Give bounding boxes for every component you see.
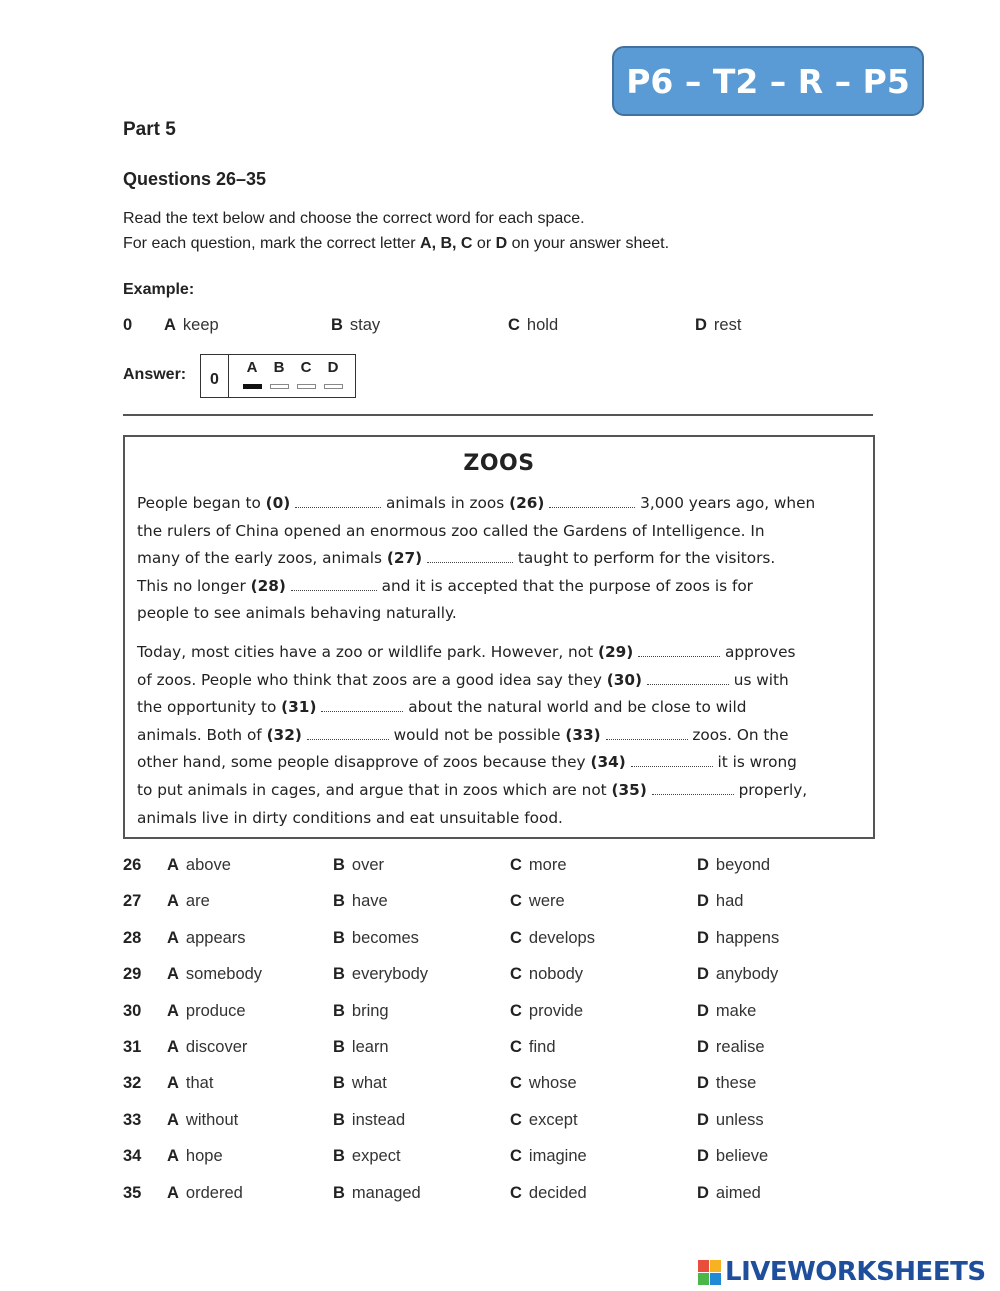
gap-35[interactable] xyxy=(652,781,734,795)
questions-range: Questions 26–35 xyxy=(123,169,267,189)
question-30-option-b[interactable]: B bring xyxy=(333,1001,389,1020)
answer-grid xyxy=(229,355,355,397)
question-28-option-d[interactable]: D happens xyxy=(697,928,780,947)
answer-mark-b xyxy=(270,384,289,389)
question-35-option-a[interactable]: A ordered xyxy=(167,1183,243,1202)
gap-26[interactable] xyxy=(549,494,635,508)
question-30-option-c[interactable]: C provide xyxy=(510,1001,584,1020)
passage-line: to put animals in cages, and argue that in zoos which are not (35) properly, xyxy=(137,780,808,799)
logo-cubes-icon xyxy=(698,1260,721,1285)
worksheet-code-badge: P6 – T2 – R – P5 xyxy=(612,46,924,116)
question-35-option-c[interactable]: C decided xyxy=(510,1183,587,1202)
question-33-option-a[interactable]: A without xyxy=(167,1110,239,1129)
question-number: 33 xyxy=(123,1110,142,1129)
example-option-a: A keep xyxy=(164,316,219,334)
question-27-option-a[interactable]: A are xyxy=(167,892,210,911)
question-number: 29 xyxy=(123,965,142,984)
question-row-34 xyxy=(123,1147,823,1171)
question-32-option-b[interactable]: B what xyxy=(333,1074,387,1093)
reading-passage-box xyxy=(123,435,875,839)
logo-cube xyxy=(710,1273,721,1285)
question-29-option-c[interactable]: C nobody xyxy=(510,965,584,984)
question-number: 28 xyxy=(123,928,142,947)
logo-cube xyxy=(698,1273,709,1285)
example-label: Example: xyxy=(123,281,195,298)
passage-line: the opportunity to (31) about the natural world and be close to wild xyxy=(137,698,747,717)
passage-line: the rulers of China opened an enormous zoo called the Gardens of Intelligence. In xyxy=(137,521,765,540)
question-29-option-a[interactable]: A somebody xyxy=(167,965,263,984)
question-row-32 xyxy=(123,1074,823,1098)
gap-33[interactable] xyxy=(606,726,688,740)
question-32-option-c[interactable]: C whose xyxy=(510,1074,577,1093)
instruction-line-1: Read the text below and choose the correct word for each space. xyxy=(123,210,585,227)
logo-cube xyxy=(710,1260,721,1272)
question-33-option-d[interactable]: D unless xyxy=(697,1110,764,1129)
question-row-30 xyxy=(123,1002,823,1026)
question-row-35 xyxy=(123,1184,823,1208)
gap-30[interactable] xyxy=(647,671,729,685)
passage-paragraph-2 xyxy=(137,639,861,832)
answer-letter-c: C xyxy=(300,359,312,376)
question-29-option-b[interactable]: B everybody xyxy=(333,965,429,984)
question-34-option-a[interactable]: A hope xyxy=(167,1147,223,1166)
question-26-option-a[interactable]: A above xyxy=(167,856,231,874)
passage-line: This no longer (28) and it is accepted that the purpose of zoos is for xyxy=(137,576,753,595)
question-26-option-c[interactable]: C more xyxy=(510,856,567,874)
answer-letter-a: A xyxy=(246,359,258,376)
question-34-option-c[interactable]: C imagine xyxy=(510,1147,587,1166)
question-row-31 xyxy=(123,1038,823,1062)
logo-cube xyxy=(698,1260,709,1272)
question-33-option-c[interactable]: C except xyxy=(510,1110,578,1129)
logo-wordmark: LIVEWORKSHEETS xyxy=(725,1257,986,1287)
example-option-d: D rest xyxy=(695,316,742,334)
instruction-line-2: For each question, mark the correct letter A, B, C or D on your answer sheet. xyxy=(123,235,670,252)
example-option-c: C hold xyxy=(508,316,559,334)
question-number: 30 xyxy=(123,1001,142,1020)
example-answer-box xyxy=(200,354,356,398)
passage-line: many of the early zoos, animals (27) taught to perform for the visitors. xyxy=(137,549,776,568)
part-title: Part 5 xyxy=(123,119,176,140)
question-27-option-b[interactable]: B have xyxy=(333,892,388,911)
question-number: 34 xyxy=(123,1147,142,1166)
liveworksheets-logo xyxy=(698,1257,986,1287)
passage-line: other hand, some people disapprove of zoos because they (34) it is wrong xyxy=(137,753,797,772)
question-31-option-b[interactable]: B learn xyxy=(333,1038,389,1056)
gap-32[interactable] xyxy=(307,726,389,740)
question-number: 35 xyxy=(123,1183,142,1202)
answer-number: 0 xyxy=(201,355,229,397)
question-28-option-a[interactable]: A appears xyxy=(167,928,246,947)
question-row-33 xyxy=(123,1111,823,1135)
answer-mark-a xyxy=(243,384,262,389)
passage-paragraph-1 xyxy=(137,490,861,628)
question-27-option-d[interactable]: D had xyxy=(697,892,744,911)
question-30-option-a[interactable]: A produce xyxy=(167,1001,246,1020)
gap-34[interactable] xyxy=(631,753,713,767)
question-32-option-a[interactable]: A that xyxy=(167,1074,214,1093)
question-28-option-b[interactable]: B becomes xyxy=(333,928,419,947)
passage-line: animals live in dirty conditions and eat unsuitable food. xyxy=(137,808,563,827)
instructions xyxy=(123,206,669,256)
question-number: 27 xyxy=(123,892,142,911)
question-26-option-b[interactable]: B over xyxy=(333,856,385,874)
question-32-option-d[interactable]: D these xyxy=(697,1074,757,1093)
passage-line: People began to (0) animals in zoos (26) 3,000 years ago, when xyxy=(137,494,816,512)
gap-28[interactable] xyxy=(291,577,377,591)
passage-title: ZOOS xyxy=(463,451,535,476)
question-number: 31 xyxy=(123,1038,142,1056)
answer-letter-d: D xyxy=(327,359,339,376)
question-31-option-a[interactable]: A discover xyxy=(167,1038,248,1056)
gap-27[interactable] xyxy=(427,549,513,563)
question-33-option-b[interactable]: B instead xyxy=(333,1110,406,1129)
answer-mark-d xyxy=(324,384,343,389)
passage-line: of zoos. People who think that zoos are a good idea say they (30) us with xyxy=(137,670,789,689)
question-35-option-d[interactable]: D aimed xyxy=(697,1183,761,1202)
question-row-28 xyxy=(123,929,823,953)
question-number: 26 xyxy=(123,856,142,874)
example-option-b: B stay xyxy=(331,316,381,334)
question-28-option-c[interactable]: C develops xyxy=(510,928,595,947)
question-34-option-d[interactable]: D believe xyxy=(697,1147,769,1166)
question-31-option-d[interactable]: D realise xyxy=(697,1038,765,1056)
gap-31[interactable] xyxy=(321,698,403,712)
question-row-27 xyxy=(123,892,823,916)
passage-line: Today, most cities have a zoo or wildlife park. However, not (29) approves xyxy=(137,642,796,661)
question-26-option-d[interactable]: D beyond xyxy=(697,856,771,874)
example-options-row xyxy=(123,316,823,340)
section-divider xyxy=(123,414,873,416)
answer-mark-c xyxy=(297,384,316,389)
question-30-option-d[interactable]: D make xyxy=(697,1001,757,1020)
question-27-option-c[interactable]: C were xyxy=(510,892,565,911)
example-number: 0 xyxy=(123,316,133,334)
question-number: 32 xyxy=(123,1074,142,1093)
question-29-option-d[interactable]: D anybody xyxy=(697,965,779,984)
gap-29[interactable] xyxy=(638,643,720,657)
question-row-29 xyxy=(123,965,823,989)
answer-letter-b: B xyxy=(273,359,285,376)
question-35-option-b[interactable]: B managed xyxy=(333,1183,421,1202)
answer-label: Answer: xyxy=(123,366,187,383)
question-31-option-c[interactable]: C find xyxy=(510,1038,556,1056)
passage-line: animals. Both of (32) would not be possible (33) zoos. On the xyxy=(137,725,789,744)
gap-0 xyxy=(295,494,381,508)
question-34-option-b[interactable]: B expect xyxy=(333,1147,401,1166)
question-row-26 xyxy=(123,856,823,880)
passage-line: people to see animals behaving naturally. xyxy=(137,604,457,623)
